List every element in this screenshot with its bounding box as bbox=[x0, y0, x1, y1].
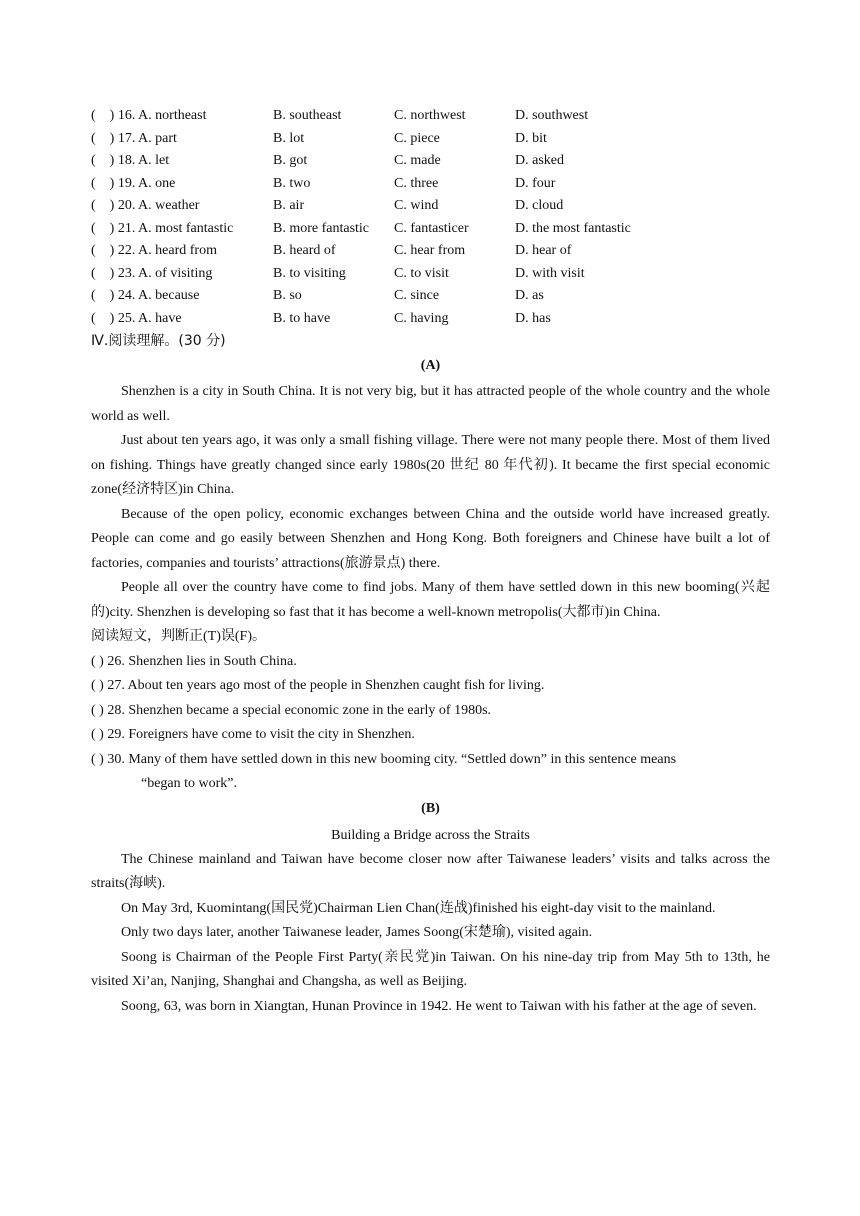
mc-stem: ( ) 24. A. because bbox=[91, 288, 200, 303]
tf-question-30: ( ) 30. Many of them have settled down in this new booming city. “Settled down” in this sentence means bbox=[91, 751, 677, 767]
mc-option-c: C. since bbox=[394, 288, 440, 303]
mc-option-d: D. hear of bbox=[515, 243, 572, 258]
tf-question-26: ( ) 26. Shenzhen lies in South China. bbox=[91, 653, 297, 669]
tf-question-29: ( ) 29. Foreigners have come to visit the city in Shenzhen. bbox=[91, 727, 415, 742]
mc-question-21 bbox=[91, 218, 770, 241]
passage-a-label: (A) bbox=[420, 358, 441, 373]
mc-option-d: D. has bbox=[515, 310, 551, 326]
mc-option-c: C. piece bbox=[394, 130, 440, 146]
mc-option-c: C. hear from bbox=[394, 243, 466, 258]
mc-stem: ( ) 17. A. part bbox=[91, 130, 177, 146]
mc-option-c: C. made bbox=[394, 153, 441, 168]
mc-option-d: D. bit bbox=[515, 130, 547, 146]
mc-question-19 bbox=[91, 173, 770, 196]
mc-option-b: B. so bbox=[273, 288, 302, 303]
passage-b-title: Building a Bridge across the Straits bbox=[331, 827, 530, 843]
mc-option-b: B. air bbox=[273, 198, 305, 213]
mc-option-b: B. got bbox=[273, 153, 308, 168]
mc-question-23 bbox=[91, 263, 770, 286]
mc-option-d: D. as bbox=[515, 288, 544, 303]
passage-a-paragraph: Shenzhen is a city in South China. It is not very big, but it has attracted people of the whole country and the whole world as well. bbox=[91, 384, 770, 424]
mc-option-b: B. lot bbox=[273, 130, 305, 146]
mc-option-c: C. wind bbox=[394, 198, 439, 213]
passage-b-paragraph: Only two days later, another Taiwanese leader, James Soong(宋楚瑜), visited again. bbox=[121, 925, 593, 940]
mc-stem: ( ) 20. A. weather bbox=[91, 198, 200, 213]
multiple-choice-list bbox=[91, 105, 770, 330]
mc-option-b: B. southeast bbox=[273, 108, 342, 123]
mc-option-c: C. having bbox=[394, 310, 449, 326]
mc-stem: ( ) 16. A. northeast bbox=[91, 108, 207, 123]
mc-stem: ( ) 25. A. have bbox=[91, 310, 182, 326]
mc-option-b: B. more fantastic bbox=[273, 220, 370, 236]
mc-question-24 bbox=[91, 285, 770, 308]
passage-b-label: (B) bbox=[421, 800, 440, 816]
mc-stem: ( ) 19. A. one bbox=[91, 175, 176, 191]
tf-question-28: ( ) 28. Shenzhen became a special economic zone in the early of 1980s. bbox=[91, 702, 492, 718]
passage-b-paragraph: Soong is Chairman of the People First Party(亲民党)in Taiwan. On his nine-day trip from May 5th to 13th, he visited Xi’an, Nanjing, Shanghai and Changsha, as well as Beijing. bbox=[91, 949, 770, 989]
mc-question-20 bbox=[91, 195, 770, 218]
mc-option-c: C. fantasticer bbox=[394, 220, 469, 236]
passage-b-paragraph: Soong, 63, was born in Xiangtan, Hunan Province in 1942. He went to Taiwan with his father at the age of seven. bbox=[121, 998, 757, 1014]
mc-option-d: D. four bbox=[515, 175, 556, 191]
tf-question-30-continuation: “began to work”. bbox=[141, 776, 238, 791]
mc-question-17 bbox=[91, 128, 770, 151]
passage-a-instruction: 阅读短文，判断正(T)误(F)。 bbox=[91, 629, 266, 644]
mc-option-c: C. to visit bbox=[394, 265, 449, 281]
mc-option-c: C. three bbox=[394, 175, 439, 191]
mc-stem: ( ) 23. A. of visiting bbox=[91, 265, 213, 281]
mc-option-d: D. southwest bbox=[515, 108, 589, 123]
mc-stem: ( ) 18. A. let bbox=[91, 153, 170, 168]
mc-option-b: B. to visiting bbox=[273, 265, 346, 281]
mc-question-16 bbox=[91, 105, 770, 128]
section-title-reading: Ⅳ.阅读理解。(30 分) bbox=[91, 333, 226, 349]
passage-a-paragraph: Because of the open policy, economic exchanges between China and the outside world have increased greatly. People can come and go easily between Shenzhen and Hong Kong. Both foreigners and Chinese have built a lot of factories, companies and tourists’ attractions(旅游景点) there. bbox=[91, 506, 770, 571]
passage-a bbox=[91, 354, 770, 797]
mc-option-d: D. asked bbox=[515, 153, 564, 168]
mc-option-d: D. the most fantastic bbox=[515, 220, 631, 236]
mc-option-d: D. cloud bbox=[515, 198, 564, 213]
mc-question-25 bbox=[91, 308, 770, 331]
passage-b-paragraph: On May 3rd, Kuomintang(国民党)Chairman Lien Chan(连战)finished his eight-day visit to the mainland. bbox=[121, 900, 716, 916]
mc-option-d: D. with visit bbox=[515, 265, 585, 281]
mc-option-c: C. northwest bbox=[394, 108, 466, 123]
mc-option-b: B. heard of bbox=[273, 243, 336, 258]
tf-question-27: ( ) 27. About ten years ago most of the people in Shenzhen caught fish for living. bbox=[91, 678, 545, 693]
mc-question-18 bbox=[91, 150, 770, 173]
passage-a-paragraph: People all over the country have come to find jobs. Many of them have settled down in this new booming(兴起的)city. Shenzhen is developing so fast that it has become a well-known metropolis(大都市)in China. bbox=[91, 580, 770, 620]
mc-stem: ( ) 21. A. most fantastic bbox=[91, 220, 234, 236]
passage-b bbox=[91, 797, 770, 1020]
mc-option-b: B. two bbox=[273, 175, 311, 191]
passage-b-paragraph: The Chinese mainland and Taiwan have become closer now after Taiwanese leaders’ visits and talks across the straits(海峡). bbox=[91, 851, 770, 891]
worksheet-page bbox=[91, 105, 770, 1019]
mc-stem: ( ) 22. A. heard from bbox=[91, 243, 217, 258]
passage-a-paragraph: Just about ten years ago, it was only a small fishing village. There were not many people there. Most of them lived on fishing. Things have greatly changed since early 1980s(20 世纪 80 年代初). It became the first special economic zone(经济特区)in China. bbox=[91, 433, 770, 497]
mc-question-22 bbox=[91, 240, 770, 263]
mc-option-b: B. to have bbox=[273, 310, 331, 326]
